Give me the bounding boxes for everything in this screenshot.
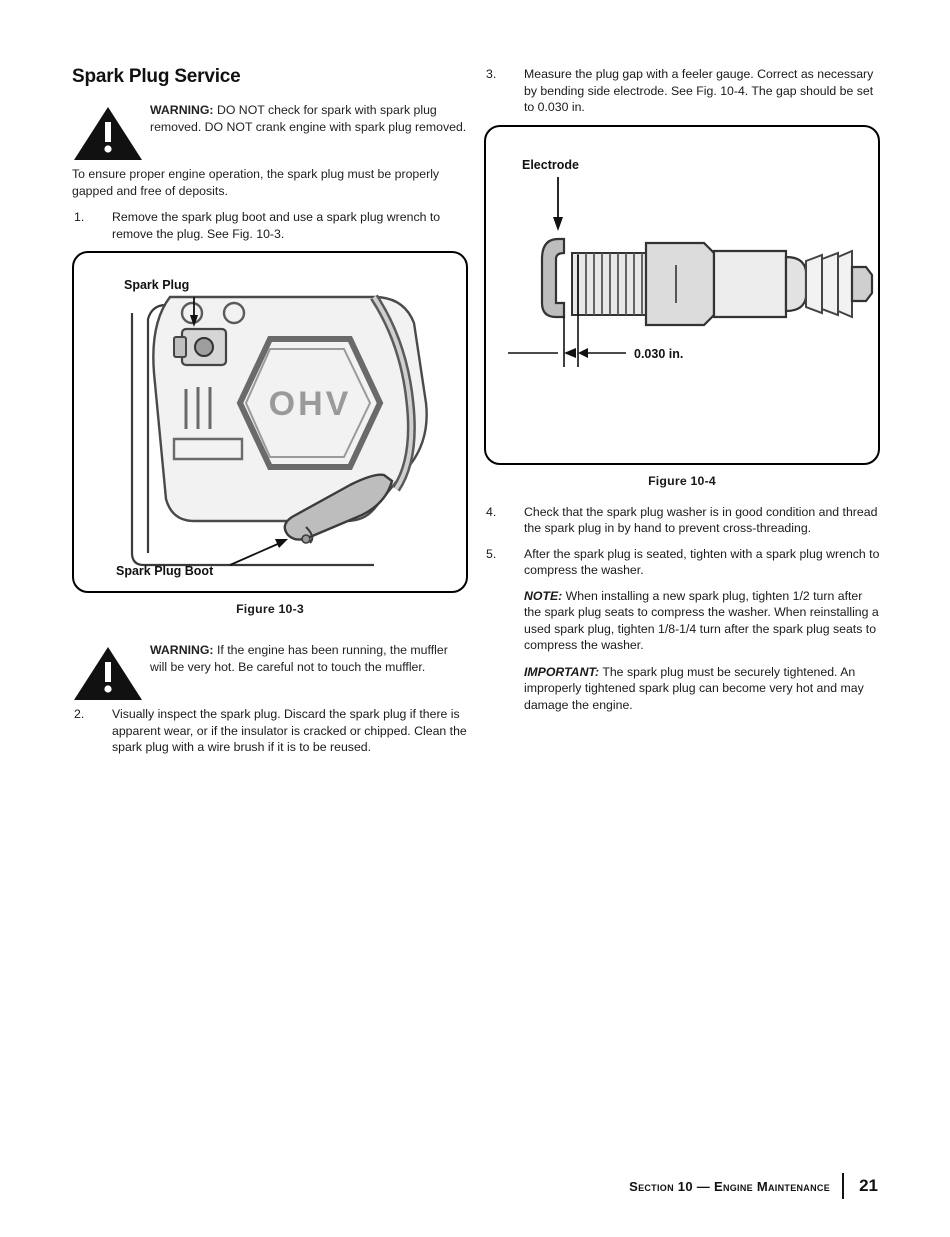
left-column — [72, 66, 468, 765]
list-item — [72, 209, 468, 242]
note-lead: NOTE: — [524, 588, 563, 603]
intro-paragraph: To ensure proper engine operation, the spark plug must be properly gapped and free of deposits. — [72, 167, 440, 198]
steps-list-2 — [72, 706, 468, 756]
warning-text-1 — [150, 102, 468, 135]
important-paragraph — [484, 664, 880, 714]
step-text: Remove the spark plug boot and use a spark plug wrench to remove the plug. See Fig. 10-3. — [112, 210, 441, 241]
step-text: Measure the plug gap with a feeler gauge. Correct as necessary by bending side electrode. See Fig. 10-4. The gap should be set to 0.030 in. — [524, 67, 874, 114]
list-item — [72, 706, 468, 756]
step-text: After the spark plug is seated, tighten with a spark plug wrench to compress the washer. — [524, 546, 880, 577]
list-item — [484, 546, 880, 579]
warning-lead-1: WARNING: — [150, 103, 214, 117]
callout-spark-plug: Spark Plug — [124, 278, 190, 292]
warning-body-1: DO NOT check for spark with spark plug removed. DO NOT crank engine with spark plug removed. — [150, 103, 467, 134]
warning-block-1 — [72, 102, 468, 156]
step-number: 3. — [486, 67, 497, 81]
step-number: 5. — [486, 546, 497, 561]
callout-electrode: Electrode — [522, 157, 579, 172]
figure-10-4 — [484, 125, 880, 465]
list-item — [484, 504, 880, 537]
page-footer — [72, 1171, 878, 1199]
figure-10-3-caption: Figure 10-3 — [236, 602, 304, 616]
right-column — [484, 66, 880, 723]
step-number: 4. — [486, 504, 497, 519]
steps-list-1 — [72, 209, 468, 242]
step-text: Check that the spark plug washer is in good condition and thread the spark plug in by hand to prevent cross-threading. — [524, 504, 878, 535]
callout-spark-plug-boot: Spark Plug Boot — [116, 564, 214, 578]
footer-section-label: Section 10 — Engine Maintenance — [629, 1178, 830, 1194]
page-title: Spark Plug Service — [72, 66, 241, 87]
spark-plug-gap-illustration — [486, 127, 878, 459]
callout-gap-dimension: 0.030 in. — [634, 346, 684, 361]
step-number: 1. — [74, 210, 85, 224]
warning-triangle-icon — [72, 104, 144, 162]
warning-text-2 — [150, 642, 468, 675]
engine-emblem-text: OHV — [268, 385, 352, 423]
warning-lead-2: WARNING: — [150, 643, 214, 657]
figure-10-3 — [72, 251, 468, 593]
important-body: The spark plug must be securely tightened. An improperly tightened spark plug can become very hot and may damage the engine. — [524, 664, 864, 712]
warning-body-2: If the engine has been running, the muffler will be very hot. Be careful not to touch the muffler. — [150, 643, 448, 674]
figure-10-4-caption: Figure 10-4 — [648, 473, 716, 488]
steps-list-4 — [484, 504, 880, 579]
note-paragraph — [484, 588, 880, 654]
footer-inner — [629, 1173, 878, 1199]
warning-triangle-icon-2 — [72, 644, 144, 702]
step-number: 2. — [74, 707, 85, 721]
steps-list-3 — [484, 66, 880, 116]
important-lead: IMPORTANT: — [524, 664, 600, 679]
note-body: When installing a new spark plug, tighten 1/2 turn after the spark plug seats to compress the washer. When reinstalling a used spark plug, tighten 1/8-1/4 turn after the spark plug seats to compress the washer. — [524, 588, 879, 652]
engine-spark-plug-illustration — [74, 253, 466, 587]
footer-divider — [842, 1173, 844, 1199]
warning-block-2 — [72, 642, 468, 696]
page-number: 21 — [859, 1176, 878, 1195]
step-text: Visually inspect the spark plug. Discard the spark plug if there is apparent wear, or if the insulator is cracked or chipped. Clean the spark plug with a wire brush if it is to be reused. — [112, 707, 467, 754]
list-item — [484, 66, 880, 116]
